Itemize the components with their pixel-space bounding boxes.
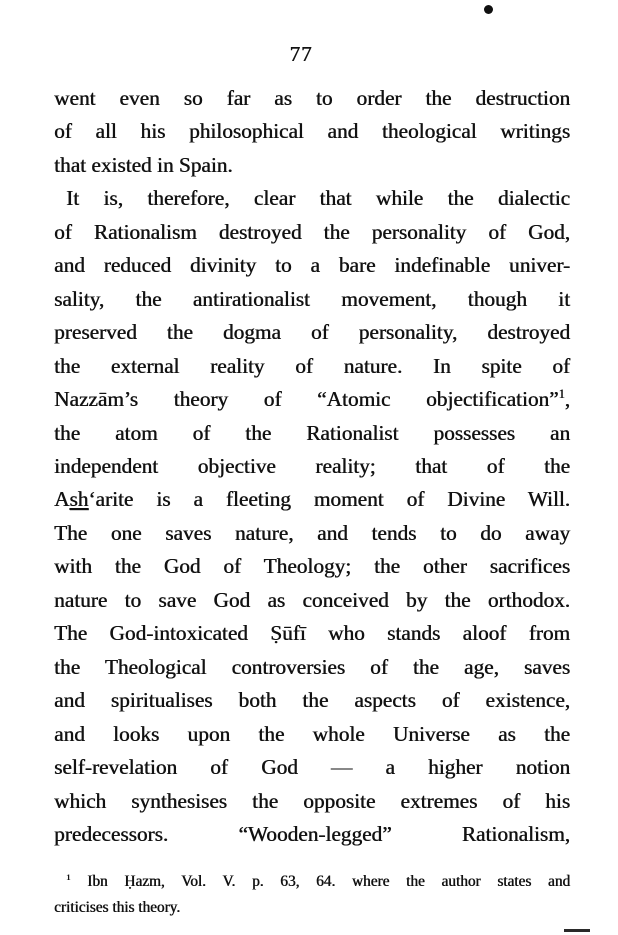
ink-dot-artifact	[484, 5, 493, 14]
body-text-line: independent objective reality; that of the	[54, 453, 570, 478]
footnote	[54, 869, 570, 920]
footnote-line: $^1$ Ibn Ḥazm, Vol. V. p. 63, 64. where the author states and	[66, 871, 570, 890]
body-text-line: which synthesises the opposite extremes of his	[54, 788, 570, 813]
footnote-reference: 1	[558, 386, 565, 401]
scan-dash-artifact	[564, 929, 590, 932]
page-number: 77	[289, 42, 313, 66]
body-text-line: The one saves nature, and tends to do away	[54, 520, 570, 545]
body-text-line: It is, therefore, clear that while the dialectic	[66, 186, 570, 211]
body-text-line: the external reality of nature. In spite of	[54, 353, 570, 378]
body-text-line: that existed in Spain.	[54, 152, 233, 177]
body-text-line: and spiritualises both the aspects of existence,	[54, 688, 570, 713]
body-text-line: of all his philosophical and theological writings	[54, 119, 570, 144]
body-text-line: Ashʻarite is a fleeting moment of Divine Will.	[54, 487, 570, 512]
body-text	[54, 82, 570, 851]
body-text-line: and looks upon the whole Universe as the	[54, 721, 570, 746]
body-text-line: the Theological controversies of the age, saves	[54, 654, 570, 679]
body-text-line: went even so far as to order the destruction	[54, 86, 570, 110]
footnote-reference: 1	[66, 871, 71, 882]
footnote-line: criticises this theory.	[54, 898, 181, 916]
body-text-line: self-revelation of God — a higher notion	[54, 755, 570, 780]
body-text-line: Nazzām’s theory of “Atomic objectification”$^1$,	[54, 386, 570, 412]
body-text-line: of Rationalism destroyed the personality of God,	[54, 219, 570, 244]
body-text-line: with the God of Theology; the other sacrifices	[54, 554, 570, 579]
body-text-line: The God-intoxicated Ṣūfī who stands aloof from	[54, 621, 570, 646]
body-text-line: nature to save God as conceived by the orthodox.	[54, 587, 570, 612]
body-text-line: and reduced divinity to a bare indefinable univer-	[54, 253, 570, 278]
body-text-line: predecessors. “Wooden-legged” Rationalism,	[54, 821, 570, 846]
body-text-line: the atom of the Rationalist possesses an	[54, 420, 570, 445]
body-text-line: preserved the dogma of personality, destroyed	[54, 320, 570, 345]
body-text-line: sality, the antirationalist movement, though it	[54, 286, 570, 311]
